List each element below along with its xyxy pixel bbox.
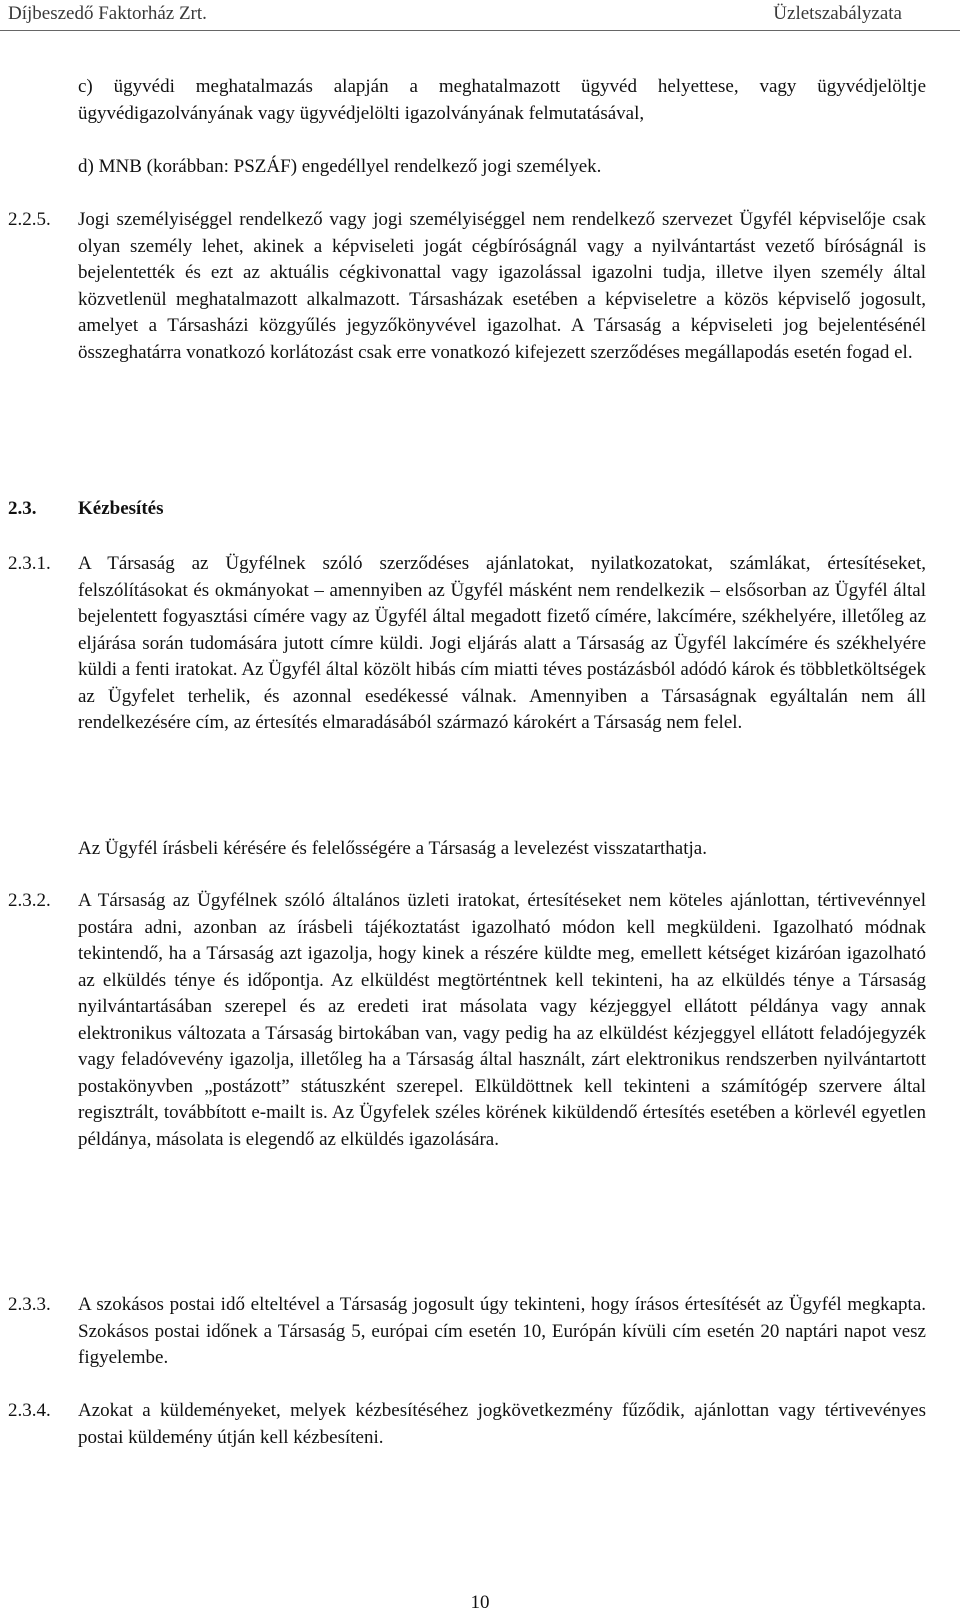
section-paragraph: Jogi személyiséggel rendelkező vagy jogi személyiséggel nem rendelkező szervezet Ügyfél képviselője csak olyan személy lehet, akinek a képviseleti jogát cégbíróságnál vagy a nyilvántartást vezető bíróságnál is bejelentették és ezt az aktuális cégkivonattal vagy igazolással igazolni tudja, illetve ilyen személy által közvetlenül meghatalmazott alkalmazott. Társasházak esetében a képviseletre a közös képviselő jogosult, amelyet a Társasházi közgyűlés jegyzőkönyvével igazolhat. A Társaság a képviseleti jog bejelentésénél összeghatárra vonatkozó korlátozást csak erre vonatkozó kifejezett szerződéses megállapodás esetén fogad el.	[78, 209, 926, 363]
page-number: 10	[470, 1592, 490, 1613]
section-paragraph: A Társaság az Ügyfélnek szóló szerződéses ajánlatokat, nyilatkozatokat, számlákat, értesítéseket, felszólításokat és okmányokat – amennyiben az Ügyfél másként nem rendelkezik – elsősorban az Ügyfél által bejelentett fogyasztási címére vagy az Ügyfél által megadott fizető címére, lakcímére, székhelyére, illetőleg az eljárása során tudomására jutott címre küldi. Jogi eljárás alatt a Társaság az Ügyfél lakcímére és székhelyére küldi a fenti iratokat. Az Ügyfél által közölt hibás cím miatti téves postázásból adódó károk és többletköltségek az Ügyfelet terhelik, és azonnal esedékessé válnak. Amennyiben a Társaságnak egyáltalán nem áll rendelkezésére cím, az értesítés elmaradásából származó károkért a Társaság nem felel.	[78, 553, 926, 733]
section-paragraph: A Társaság az Ügyfélnek szóló általános üzleti iratokat, értesítéseket nem köteles ajánlottan, tértivevénnyel postára adni, azonban az írásbeli tájékoztatást igazolható módon kell megküldeni. Igazolható módnak tekintendő, ha a Társaság azt igazolja, hogy kinek a részére küldte meg, emellett kétséget kizáróan igazolható az elküldés ténye és időpontja. Az elküldést megtörténtnek kell tekinteni, ha az elküldés ténye a Társaság nyilvántartásában szerepel és az eredeti irat másolata vagy kézjeggyel ellátott példánya vagy annak elektronikus változata a Társaság birtokában van, vagy pedig ha az elküldést kézjeggyel ellátott feladójegyzék vagy feladóvevény igazolja, illetőleg ha a Társaság által használt, zárt elektronikus rendszerben nyilvántartott postakönyvben „postázott” státuszként szerepel. Elküldöttnek kell tekinteni a számítógép szervere által regisztrált, továbbított e-mailt is. Az Ügyfelek széles körének kiküldendő értesítés esetében a körlevél egyetlen példánya, másolata is elegendő az elküldés igazolására.	[78, 890, 926, 1150]
section-number: 2.2.5.	[8, 209, 51, 230]
section-heading: Kézbesítés	[78, 498, 164, 519]
section-paragraph-note: Az Ügyfél írásbeli kérésére és felelősségére a Társaság a levelezést visszatarthatja.	[78, 838, 707, 859]
header-document-title: Üzletszabályzata	[773, 3, 902, 24]
section-number: 2.3.4.	[8, 1400, 51, 1421]
page-header	[0, 0, 960, 31]
section-paragraph: Azokat a küldeményeket, melyek kézbesítéséhez jogkövetkezmény fűződik, ajánlottan vagy tértivevényes postai küldemény útján kell kézbesíteni.	[78, 1400, 926, 1448]
section-number: 2.3.3.	[8, 1294, 51, 1315]
section-number: 2.3.1.	[8, 553, 51, 574]
list-item-d: d) MNB (korábban: PSZÁF) engedéllyel rendelkező jogi személyek.	[78, 156, 602, 177]
list-item-c: c) ügyvédi meghatalmazás alapján a meghatalmazott ügyvéd helyettese, vagy ügyvédjelöltje ügyvédigazolványának vagy ügyvédjelölti igazolványának felmutatásával,	[78, 76, 926, 124]
section-number: 2.3.2.	[8, 890, 51, 911]
header-company: Díjbeszedő Faktorház Zrt.	[8, 3, 207, 24]
section-heading-number: 2.3.	[8, 498, 37, 519]
section-paragraph: A szokásos postai idő elteltével a Társaság jogosult úgy tekinteni, hogy írásos értesítését az Ügyfél megkapta. Szokásos postai időnek a Társaság 5, európai cím esetén 10, Európán kívüli cím esetén 20 naptári napot vesz figyelembe.	[78, 1294, 926, 1368]
